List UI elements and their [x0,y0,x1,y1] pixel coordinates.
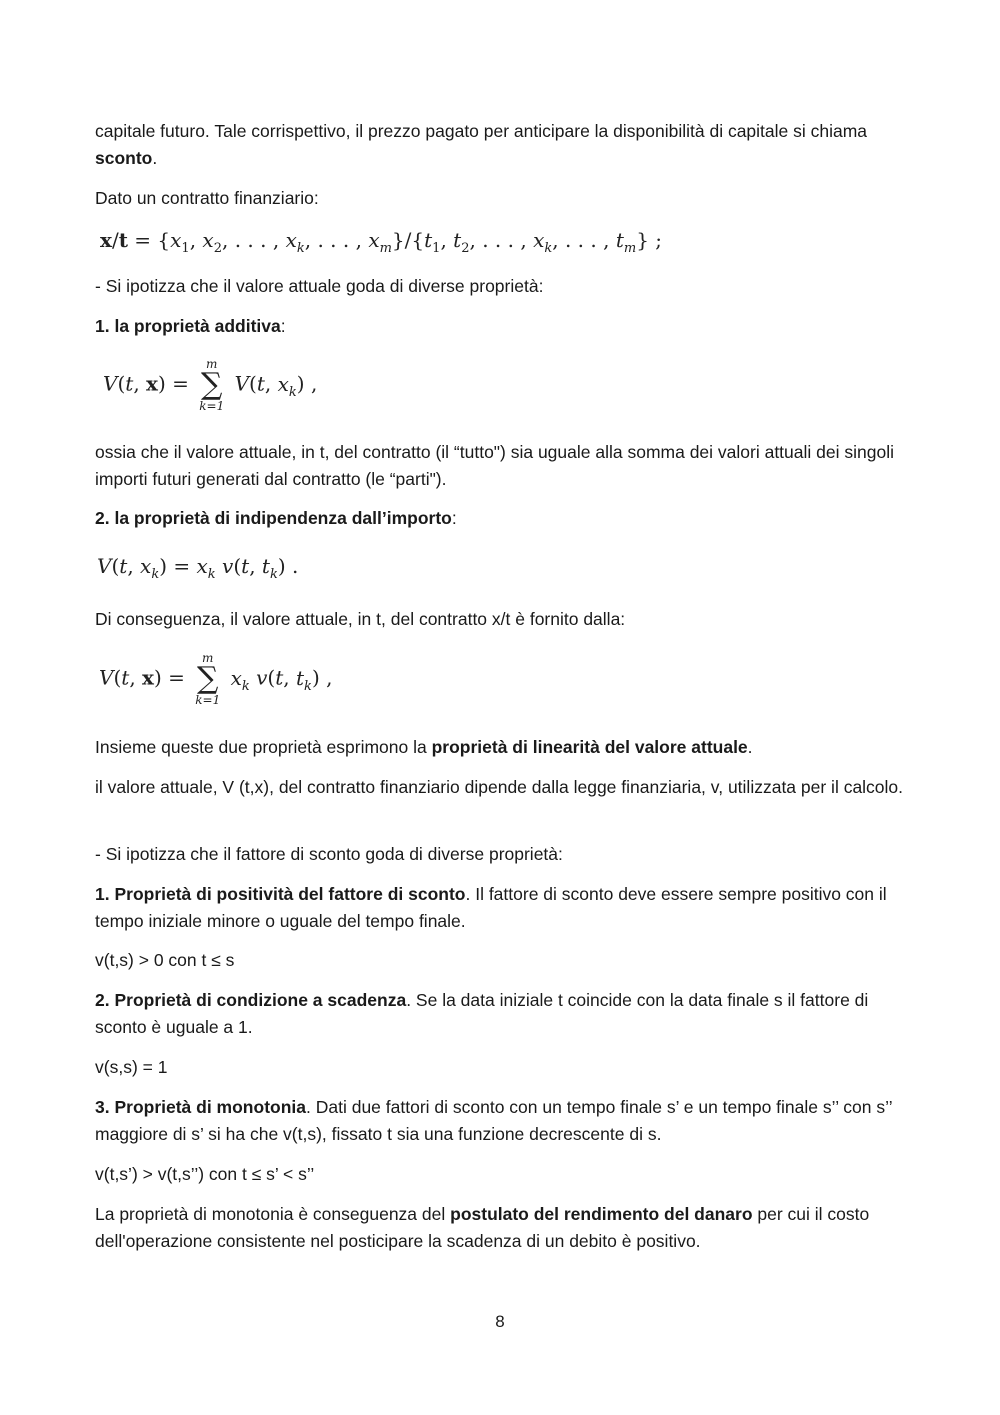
paragraph-tutto-parti: ossia che il valore attuale, in t, del contratto (il “tutto") sia uguale alla somma dei valori attuali dei singoli importi futuri generati dal contratto (le “parti"). [95,442,894,489]
paragraph-contratto: Dato un contratto finanziario: [95,188,319,208]
equation-scadenza: v(s,s) = 1 [95,1057,168,1077]
formula-indipendenza: V(t, $x_k) = x_k$ v(t, $t_k$) . [97,554,299,582]
paragraph-valore-attuale-intro: - Si ipotizza che il valore attuale goda di diverse proprietà: [95,276,544,296]
paragraph-fattore-sconto-intro: - Si ipotizza che il fattore di sconto goda di diverse proprietà: [95,844,563,864]
equation-monotonia: v(t,s’) > v(t,s’’) con t ≤ s’ < s’’ [95,1164,315,1184]
paragraph-sconto: capitale futuro. Tale corrispettivo, il prezzo pagato per anticipare la disponibilità di capitale si chiama sconto. [95,121,868,168]
formula-additiva: V(t, x) = m ∑ k=1 V(t, $x_k$) , [103,357,318,413]
property-positivita: 1. Proprietà di positività del fattore di sconto. Il fattore di sconto deve essere sempre positivo con il tempo iniziale minore o uguale del tempo finale. [95,884,887,931]
paragraph-legge-finanziaria: il valore attuale, V (t,x), del contratto finanziario dipende dalla legge finanziaria, v, utilizzata per il calcolo. [95,777,904,797]
heading-additiva: 1. la proprietà additiva: [95,316,286,336]
term-postulato: postulato del rendimento del danaro [450,1204,753,1224]
paragraph-postulato: La proprietà di monotonia è conseguenza del postulato del rendimento del danaro per cui il costo dell'operazione consistente nel posticipare la scadenza di un debito è positivo. [95,1204,870,1251]
heading-indipendenza: 2. la proprietà di indipendenza dall’importo: [95,508,457,528]
term-linearita: proprietà di linearità del valore attuale [431,737,748,757]
page-number: 8 [495,1312,505,1331]
paragraph-linearita: Insieme queste due proprietà esprimono la proprietà di linearità del valore attuale. [95,737,753,757]
term-sconto: sconto [95,147,153,168]
equation-positivita: v(t,s) > 0 con t ≤ s [95,950,235,970]
property-monotonia: 3. Proprietà di monotonia. Dati due fattori di sconto con un tempo finale s’ e un tempo finale s’’ con s’’ maggiore di s’ si ha che v(t,s), fissato t sia una funzione decrescente di s. [95,1097,892,1144]
formula-contract: $x/t = \{x_1$, $x_2$, . . . , $x_k$, . . . , $x_m\}/\{t_1$, $t_2$, . . . , $x_k$, . . . , $t_m$} ; [100,228,663,256]
formula-linearita: V(t, x) = m ∑ k=1 $x_k$ v(t, $t_k$) , [99,651,333,707]
paragraph-conseguenza: Di conseguenza, il valore attuale, in t, del contratto x/t è fornito dalla: [95,609,626,629]
property-scadenza: 2. Proprietà di condizione a scadenza. Se la data iniziale t coincide con la data finale s il fattore di sconto è uguale a 1. [95,990,869,1037]
